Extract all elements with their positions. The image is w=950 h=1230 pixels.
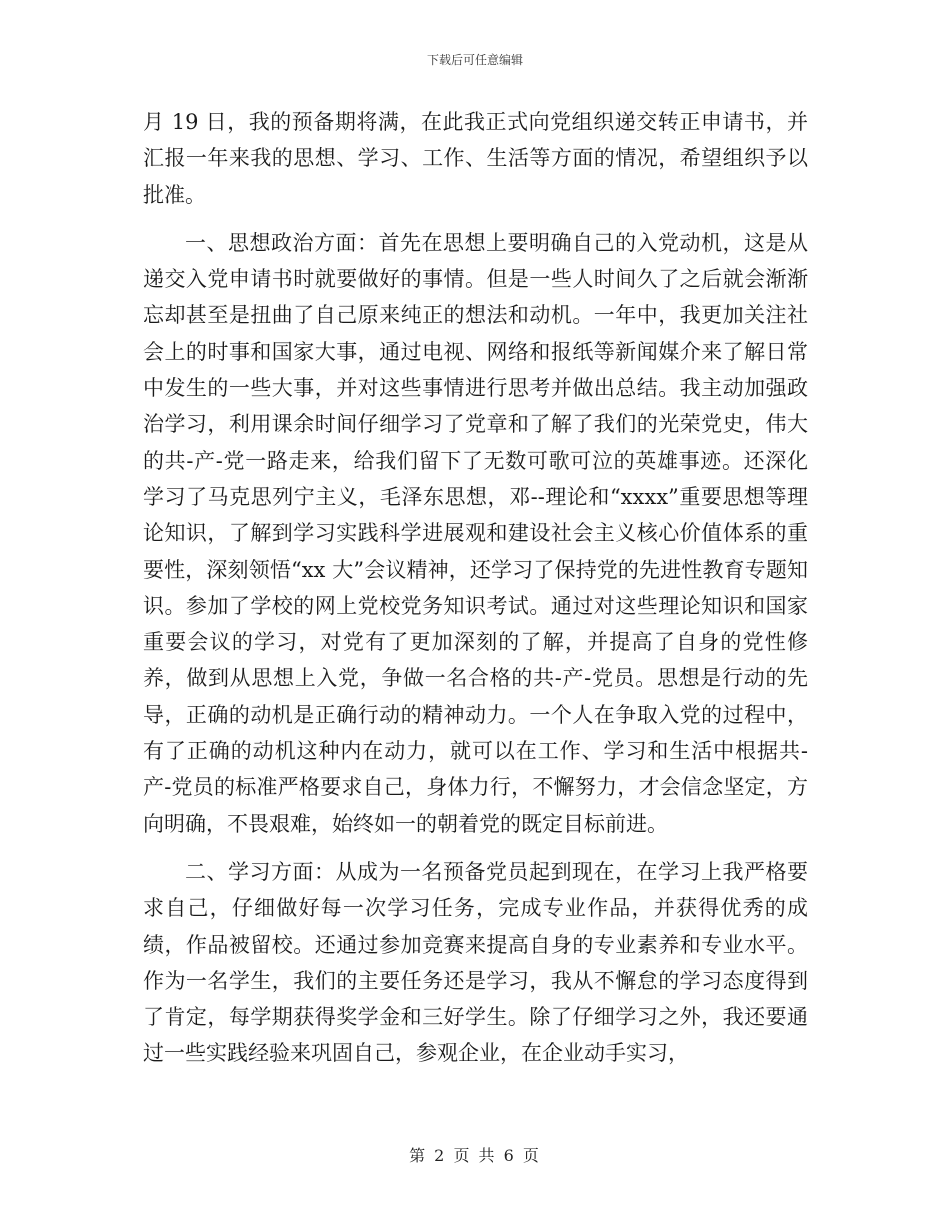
- paragraph-study: 二、学习方面：从成为一名预备党员起到现在，在学习上我严格要求自己，仔细做好每一次学习任务，完成专业作品，并获得优秀的成绩，作品被留校。还通过参加竞赛来提高自身的专业素养和专业水平。作为一名学生，我们的主要任务还是学习，我从不懈怠的学习态度得到了肯定，每学期获得奖学金和三好学生。除了仔细学习之外，我还要通过一些实践经验来巩固自己，参观企业，在企业动手实习，: [143, 859, 808, 1066]
- document-body: [143, 104, 808, 1084]
- page-number: 第 2 页 共 6 页: [409, 1146, 541, 1165]
- paragraph-ideology: 一、思想政治方面：首先在思想上要明确自己的入党动机，这是从递交入党申请书时就要做好的事情。但是一些人时间久了之后就会渐渐忘却甚至是扭曲了自己原来纯正的想法和动机。一年中，我更加关注社会上的时事和国家大事，通过电视、网络和报纸等新闻媒介来了解日常中发生的一些大事，并对这些事情进行思考并做出总结。我主动加强政治学习，利用课余时间仔细学习了党章和了解了我们的光荣党史，伟大的共-产-党一路走来，给我们留下了无数可歌可泣的英雄事迹。还深化学习了马克思列宁主义，毛泽东思想，邓--理论和“xxxx”重要思想等理论知识，了解到学习实践科学进展观和建设社会主义核心价值体系的重要性，深刻领悟“xx 大”会议精神，还学习了保持党的先进性教育专题知识。参加了学校的网上党校党务知识考试。通过对这些理论知识和国家重要会议的学习，对党有了更加深刻的了解，并提高了自身的党性修养，做到从思想上入党，争做一名合格的共-产-党员。思想是行动的先导，正确的动机是正确行动的精神动力。一个人在争取入党的过程中，有了正确的动机这种内在动力，就可以在工作、学习和生活中根据共-产-党员的标准严格要求自己，身体力行，不懈努力，才会信念坚定，方向明确，不畏艰难，始终如一的朝着党的既定目标前进。: [143, 230, 808, 836]
- page-header: 下载后可任意编辑: [426, 53, 523, 67]
- paragraph-continuation: 月 19 日，我的预备期将满，在此我正式向党组织递交转正申请书，并汇报一年来我的思想、学习、工作、生活等方面的情况，希望组织予以批准。: [143, 110, 808, 207]
